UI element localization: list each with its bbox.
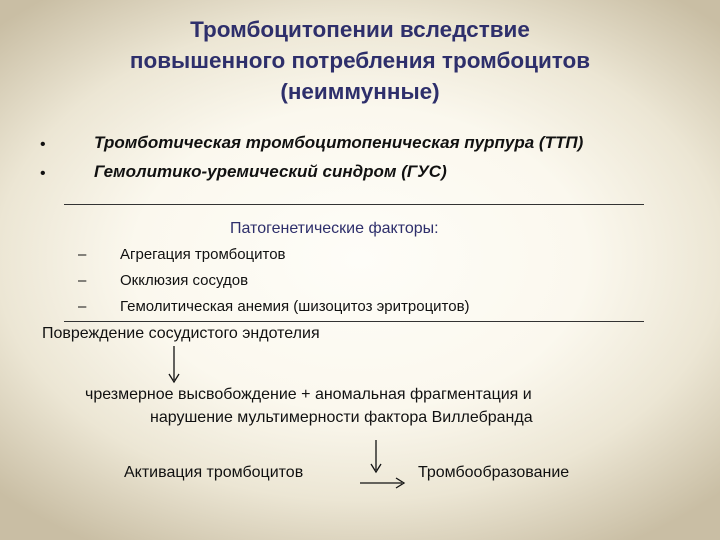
disease-list <box>40 133 700 191</box>
arrow-right <box>360 477 406 489</box>
dash-marker: – <box>78 298 87 315</box>
disease-hus: Гемолитико-уремический синдром (ГУС) <box>94 162 447 181</box>
factors-heading: Патогенетические факторы: <box>230 220 439 237</box>
endothelium-damage: Повреждение сосудистого эндотелия <box>42 325 320 342</box>
title-line-3: (неиммунные) <box>280 79 440 104</box>
divider-top <box>64 204 644 205</box>
dash-marker: – <box>78 246 87 263</box>
factor-aggregation: Агрегация тромбоцитов <box>120 246 286 263</box>
title-line-1: Тромбоцитопении вследствие <box>190 17 530 42</box>
slide-title <box>30 14 690 107</box>
list-item <box>78 271 638 297</box>
release-line-1: чрезмерное высвобождение + аномальная фрагментация и <box>85 386 532 403</box>
release-line-2: нарушение мультимерности фактора Виллебранда <box>150 409 533 426</box>
platelet-activation: Активация тромбоцитов <box>124 464 304 481</box>
factor-occlusion: Окклюзия сосудов <box>120 272 249 289</box>
arrow-down-2 <box>370 440 382 474</box>
list-item <box>40 133 700 162</box>
list-item <box>78 245 638 271</box>
bullet-marker: • <box>40 165 46 182</box>
thrombus-formation: Тромбообразование <box>418 464 570 481</box>
list-item <box>40 162 700 191</box>
list-item <box>78 297 638 323</box>
dash-marker: – <box>78 272 87 289</box>
disease-ttp: Тромботическая тромбоцитопеническая пурпура (ТТП) <box>94 133 584 152</box>
factors-list <box>78 245 638 323</box>
bullet-marker: • <box>40 136 46 153</box>
arrow-down-1 <box>168 346 180 384</box>
divider-bottom <box>64 321 644 322</box>
factor-hemolytic-anemia: Гемолитическая анемия (шизоцитоз эритроцитов) <box>120 298 470 315</box>
title-line-2: повышенного потребления тромбоцитов <box>129 48 591 73</box>
vwf-release <box>0 383 720 429</box>
